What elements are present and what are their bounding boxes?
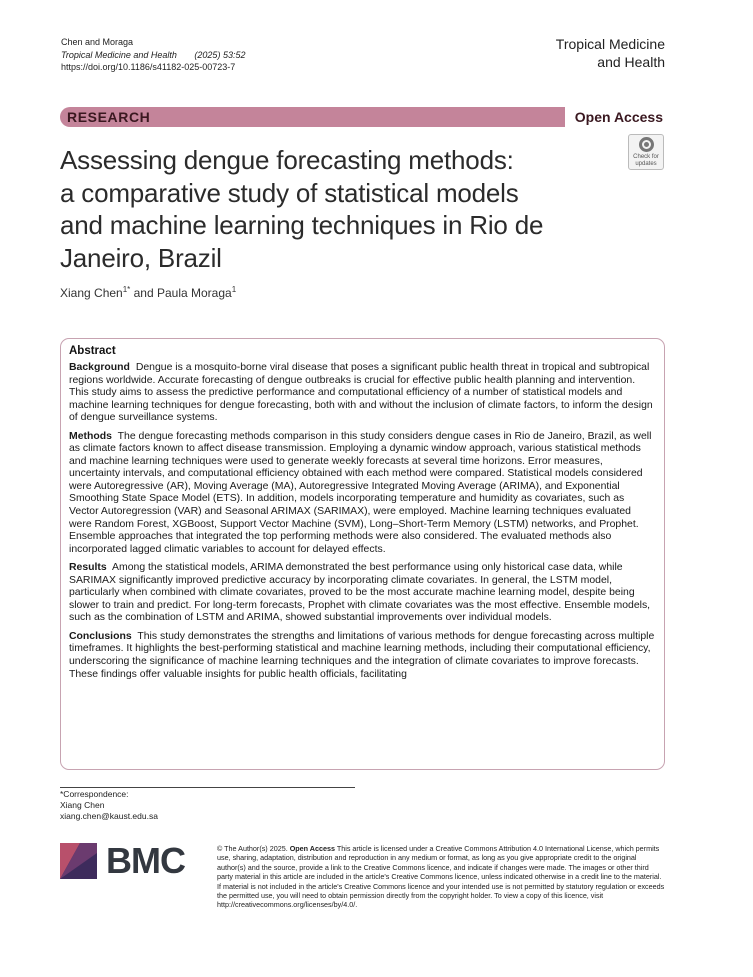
footnote-divider [60,787,355,788]
abstract-methods [69,431,656,556]
header-doi-link[interactable]: https://doi.org/10.1186/s41182-025-00723-7 [61,62,236,72]
check-updates-line1: Check for [633,154,659,160]
journal-name [556,35,665,71]
license-end: . [355,900,358,910]
running-header [61,36,245,74]
header-authors: Chen and Moraga [61,37,134,47]
correspondence-note [60,789,158,822]
author-list [60,285,236,300]
license-copyright: © The Author(s) 2025. [217,844,288,853]
conclusions-text: This study demonstrates the strengths and limitations of various methods for dengue forecasting across multiple timeframes. It highlights the best-performing statistical and machine learning methods, including their computational efficiency, underscoring the significance of machine learning techniques and the integration of climate covariates to improve forecasts. These findings offer valuable insights for public health officials, facilitating [69,630,655,680]
license-link[interactable]: http://creativecommons.org/licenses/by/4.0/ [217,900,356,910]
correspondence-email[interactable]: xiang.chen@kaust.edu.sa [60,811,158,821]
title-line-4: Janeiro, Brazil [60,242,222,273]
author-2-affiliation: 1 [231,285,237,294]
license-oa-label: Open Access [289,844,335,853]
methods-text: The dengue forecasting methods comparison in this study considers dengue cases in Rio de Janeiro, Brazil, as well as climate factors known to affect disease transmission. Employing a dynamic window approach, various statistical methods and machine learning techniques were used to generate weekly forecasts at several time horizons. Error measures, uncertainty intervals, and computational efficiency obtained with each method were compared. Statistical models considered were Autoregressive (AR), Moving Average (MA), Autoregressive Integrated Moving Average (ARIMA), and Exponential Smoothing State Space Model (ETS). In addition, models incorporating temperature and humidity as covariates, such as Vector Autoregression (VAR) and Seasonal ARIMAX (SARIMAX), were employed. Machine learning techniques evaluated were Random Forest, XGBoost, Support Vector Machine (SVM), Long–Short-Term Memory (LSTM) networks, and Prophet. Ensemble approaches that integrated the top performing methods were also considered. The evaluated methods also incorporated lagged climatic variables to account for delayed effects. [69,430,652,555]
author-1-affiliation: 1* [122,285,131,294]
bmc-logo-icon [60,843,97,879]
title-line-1: Assessing dengue forecasting methods: [60,145,514,175]
author-conjunction: and [130,286,157,300]
article-title [60,144,620,274]
header-year-volume: (2025) 53:52 [194,49,246,60]
title-line-2: a comparative study of statistical models [60,177,519,208]
check-updates-icon [639,137,654,152]
author-1[interactable]: Xiang Chen [60,286,123,300]
check-for-updates-badge[interactable] [628,134,664,170]
conclusions-label: Conclusions [69,630,132,642]
journal-name-line1: Tropical Medicine [555,36,665,52]
bmc-logo [60,840,196,881]
research-label: RESEARCH [67,109,151,125]
bmc-logo-text: BMC [106,840,185,881]
license-statement [217,844,665,910]
correspondence-name: Xiang Chen [60,800,105,810]
background-label: Background [69,362,130,373]
check-updates-line2: updates [635,160,657,167]
abstract-heading: Abstract [69,345,116,357]
journal-name-line2: and Health [597,54,665,70]
abstract-results [69,562,656,625]
header-journal: Tropical Medicine and Health [61,49,177,60]
background-text: Dengue is a mosquito-borne viral disease that poses a significant public health threat in tropical and subtropical regions worldwide. Accurate forecasting of dengue outbreaks is crucial for effective public health planning and intervention. This study aims to assess the predictive performance and computational efficiency of a number of statistical models and machine learning techniques for dengue forecasting, both with and without the inclusion of climate factors, to inform the design of dengue surveillance systems. [69,362,653,424]
open-access-label: Open Access [565,107,663,127]
methods-label: Methods [69,430,112,442]
abstract-conclusions [69,631,656,681]
abstract-background [69,362,656,425]
results-text: Among the statistical models, ARIMA demonstrated the best performance using only historical case data, while SARIMAX significantly improved predictive accuracy by incorporating climate covariates. In general, the LSTM model, particularly when combined with climate covariates, proved to be the most accurate machine learning model, despite being slower to train and predict. For long-term forecasts, Prophet with climate covariates was the most effective. Ensemble models, such as the combination of LSTM and ARIMA, showed substantial improvements over individual models. [69,562,651,624]
title-line-3: and machine learning techniques in Rio de [60,210,544,240]
results-label: Results [69,562,107,574]
abstract-box [60,338,665,770]
license-text: This article is licensed under a Creative Commons Attribution 4.0 International License, which permits use, sharing, adaptation, distribution and reproduction in any medium or format, as long as you give appropriate credit to the original author(s) and the source, provide a link to the Creative Commons licence, and indicate if changes were made. The images or other third party material in this article are included in the article's Creative Commons licence, unless indicated otherwise in a credit line to the material. If material is not included in the article's Creative Commons licence and your intended use is not permitted by statutory regulation or exceeds the permitted use, you will need to obtain permission directly from the copyright holder. To view a copy of this licence, visit [217,844,665,901]
correspondence-label: *Correspondence: [60,789,129,799]
header-citation [61,49,245,62]
author-2[interactable]: Paula Moraga [156,286,232,300]
article-type-banner [60,107,663,127]
